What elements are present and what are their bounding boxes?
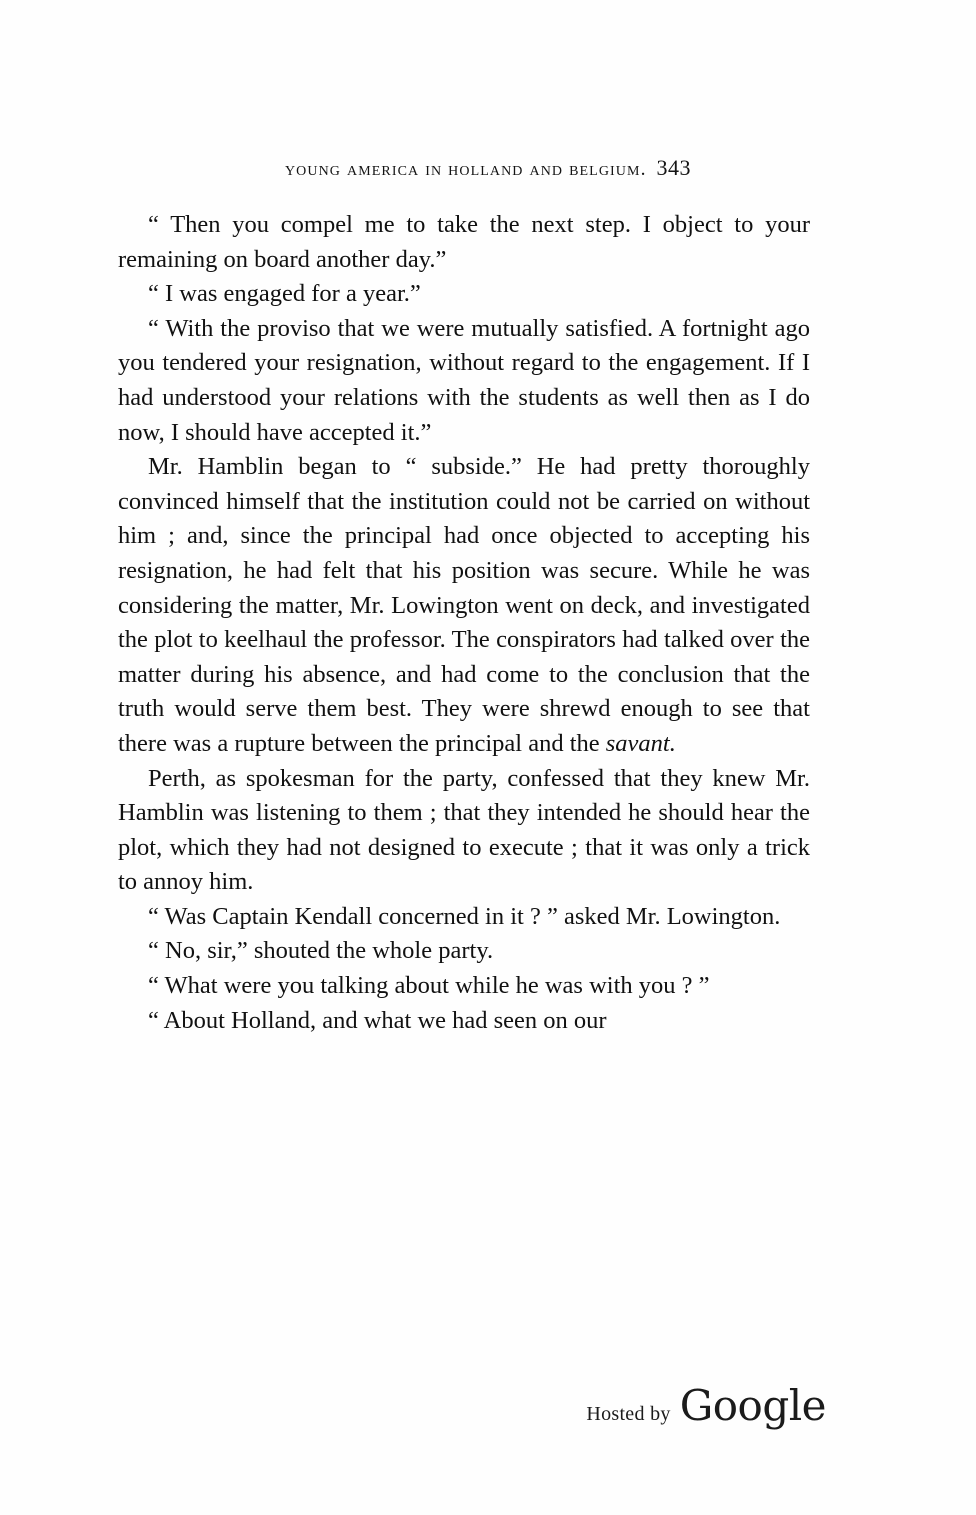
paragraph-7: “ No, sir,” shouted the whole party. [148,937,494,965]
running-head [0,155,976,181]
paragraph-5: Perth, as spokesman for the party, confessed that they knew Mr. Hamblin was listening to them ; that they intended he should hear the plot, which they had not designed to execute ; that it was only a trick to annoy him. [118,764,810,896]
body-text [118,208,810,1038]
paragraph-3: “ With the proviso that we were mutually satisfied. A fortnight ago you tendered your resignation, without regard to the engagement. If I had understood your relations with the students as well then as I do now, I should have accepted it.” [118,314,810,446]
paragraph-1: “ Then you compel me to take the next step. I object to your remaining on board another day.” [118,211,810,273]
page-number: 343 [656,155,692,180]
paragraph-9: “ About Holland, and what we had seen on our [148,1006,607,1034]
paragraph-4-text: Mr. Hamblin began to “ subside.” He had pretty thoroughly convinced himself that the institution could not be carried on without him ; and, since the principal had once objected to accepting his resignation, he had felt that his position was secure. While he was considering the matter, Mr. Lowington went on deck, and investigated the plot to keelhaul the professor. The conspirators had talked over the matter during his absence, and had come to the conclusion that the truth would serve them best. They were shrewd enough to see that there was a rupture between the principal and the [118,453,810,757]
running-head-title: young america in holland and belgium. [284,159,647,180]
hosted-by-google-logo [586,1381,826,1430]
paragraph-8: “ What were you talking about while he was with you ? ” [148,972,710,1000]
paragraph-6: “ Was Captain Kendall concerned in it ? ” asked Mr. Lowington. [148,902,781,930]
paragraph-4 [118,450,810,761]
paragraph-2: “ I was engaged for a year.” [148,280,421,308]
hosted-by-label: Hosted by [586,1403,671,1425]
italic-term: savant. [605,729,676,757]
google-wordmark: Google [679,1381,826,1430]
